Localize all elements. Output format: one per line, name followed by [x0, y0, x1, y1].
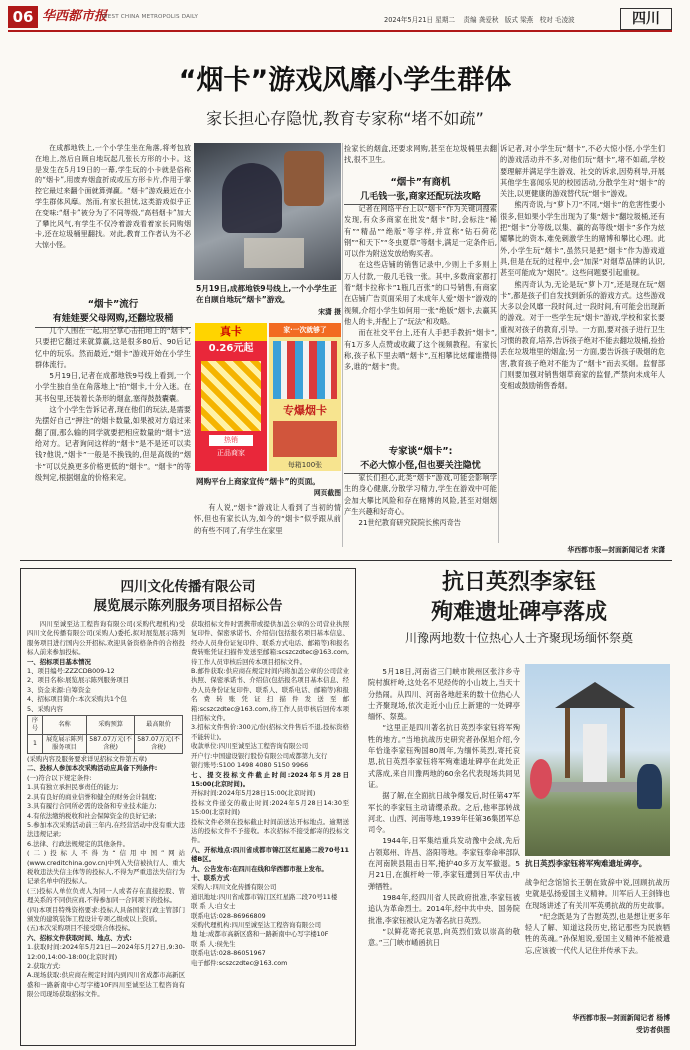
memorial-pavilion-photo [525, 664, 670, 856]
table-header: 采购预算 [87, 716, 135, 735]
section-heading: 不必大惊小怪,但也要关注隐忧 [344, 453, 497, 474]
section-kicker: “烟卡”有商机 [390, 177, 451, 188]
article-credit: 华西都市报—封面新闻记者 宋潇 [567, 546, 665, 554]
section-kicker: “烟卡”流行 [87, 299, 139, 310]
section-divider [20, 560, 672, 561]
article-body-col3-top: 捡家长的烟盒,还要求网购,甚至在垃圾桶里去翻找,很不卫生。 [344, 144, 497, 165]
section-heading: 几毛钱一张,商家还配玩法攻略 [344, 184, 497, 205]
article-body-col4: 诉记者,对小学生玩“烟卡”,不必大惊小怪,小学生们的游戏活动并不多,对他们玩“烟卡”,堵不如疏,学校要理解并满足学生游戏、社交的诉求,因势利导,开展其他学生喜闻乐见的校园活动,分散学生对“烟卡”的关注,以更健康的游戏替代玩“烟卡”游戏。 熊丙奇说,与“萝卜刀”不同,“烟卡”的危害性要小很多,但如果小学生出现为了集“烟卡”翻垃圾桶,还有把“烟卡”分等级,以集、赢的高等级“烟卡”多作为炫耀攀比的资本,难免刺激学生的赌博和攀比心理。此外,小学生玩“烟卡”,虽然只是把“烟卡”作为游戏道具,但是在玩的过程中,会“加深”对烟草品牌的认识,甚至可能成为“烟民”。这些问题要引起重视。 熊丙奇认为,无论是玩“萝卜刀”,还是现在玩“烟卡”,都是孩子们自发找到新乐的游戏方式。这些游戏大多以会风靡一段时间,过一段时间,有可能会出现新的游戏。对于一些学生玩“烟卡”游戏,学校和家长要重视对孩子的教育,引导。一方面,要对孩子进行卫生习惯的教育,培养,告诉孩子绝对不能去翻垃圾桶,捡拾丢在垃圾堆里的烟盒;另一方面,要告诉孩子吸烟的危害,教育孩子绝对不能为了“烟卡”而去买烟。监督部门则要加强对销售烟草商家的监督,严禁向未成年人变相或鼓励销售香烟。 [500, 144, 665, 391]
article2-body-col2: 战争纪念馆馆长王朝在致辞中说,回顾抗战历史就是弘扬爱国主义精神。川军后人王剑锋也在现场讲述了有关川军英勇抗战的历史故事。 “纪念既是为了告慰英烈,也是想让更多年轻人了解、知道这段历史,铭记那些为民族牺牲的英魂。”孙保旭说,爱国主义精神不能被遗忘,应该被一代代人记住并传承下去。 [525, 878, 670, 955]
article2-photo-credit: 受访者供图 [636, 1026, 670, 1034]
table-header: 序号 [28, 716, 43, 735]
article-body-col3-bottom: 家长们担心,此类“烟卡”游戏,可能会影响学生的身心健康,分散学习精力,学生在游戏中可能会加大攀比风险和存在赌博的风险,甚至对烟烟产生兴趣和好奇心。 21世纪教育研究院院长熊丙奇告 [344, 473, 497, 528]
section-heading: 有娃娃要父母网购,还翻垃圾桶 [35, 306, 191, 328]
article2-subheadline: 川豫两地数十位热心人士齐聚现场缅怀祭奠 [404, 631, 633, 645]
column-divider [342, 143, 343, 547]
article-subheadline: 家长担心存隐忧,教育专家称“堵不如疏” [206, 109, 484, 128]
article2-credit: 华西都市报—封面新闻记者 杨博 [572, 1014, 670, 1022]
page-number: 06 [8, 6, 38, 28]
article-body-col3: 记者在网络平台上以“烟卡”作为关键词搜索发现,有众多商家在批发“烟卡”时,会标注“稀有”“精品”“绝版”等字样,并宣称“钻石荷花钢”“和天下”“冬虫夏草”等烟卡,满足一定条件后,可以作为附送发放给购买者。 在这些店铺的销售记录中,少则上千多则上万人付款,一般几毛钱一张。其中,多数商家都打着“烟卡拉称卡”1瓶几百张”的口号销售,有商家在店铺广告页面采用了未成年人爱“烟卡”游戏的视频,介绍小学生如何用一张“绝版”烟卡,去赢其他人的卡,并配上了“玩法”和攻略。 而在社交平台上,还有人手把手教折“烟卡”,有1万多人点赞或收藏了这个视频教程。有家长称,孩子私下里去晒“烟卡”,互相攀比炫耀谁攒得多,谁的“烟卡”贵。 [344, 204, 497, 372]
article2-body-col1: 5月18日,河南省三门峡市陕州区张汴乡寺院村旗杆岭,这处名不见经传的小山坡上,当天十分热闹。从四川、河南各地赶来的数十位热心人士齐聚现场,依次走近小山丘上新建的一处碑亭缅怀、祭奠。 “这里正是四川著名抗日英烈李家钰将军殉牲的地方。”当地抗战历史研究者孙保旭介绍,今年恰逢李家钰殉国80周年,为缅怀英烈,寄托哀思,抗日英烈李家钰将军殉难遗址碑亭在此处正式落成,来自川豫两地的60余名代表现场共同见证。 据了解,在全面抗日战争爆发后,时任第47军军长的李家钰主动请缨杀敌。之后,他率部转战河北、山西、河南等地,1939年任第36集团军总司令。 1944年,日军集结重兵发动豫中会战,先后占领郑州、许昌、洛阳等地。李家钰奉命率部队在河南陕县阻击日军,掩护40多万友军撤退。5月21日,在旗杆岭一带,李家钰遭到日军伏击,中弹牺牲。 1984年,经四川省人民政府批准,李家钰被追认为革命烈士。2014年,经中共中央、国务院批准,李家钰被认定为著名抗日英烈。 “以鲜花寄托哀思,向英烈们致以崇高的敬意。”三门峡市崤函抗日 [368, 667, 520, 948]
table-header: 最高限价 [135, 716, 183, 735]
memorial-photo-caption: 抗日英烈李家钰将军殉难遗址碑亭。 [525, 859, 647, 868]
section-label: 四川 [620, 8, 672, 30]
screenshot-credit: 网页截图 [313, 489, 341, 497]
photo-caption: 5月19日,成都地铁9号线上,一个小学生正在自顾自地玩“烟卡”游戏。 [196, 284, 337, 304]
column-divider [498, 143, 499, 543]
table-header: 名称 [42, 716, 86, 735]
issue-date: 2024年5月21日 星期二 [384, 16, 456, 24]
article-intro: 在成都地铁上,一个小学生坐在角落,将考包放在地上,然后自顾自地玩起几张长方形的小卡。这是发生在5月19日的一幕,学生玩的小卡就是俗称的“烟卡”,用废弃烟盒折成或压方形卡片,作用于掌控它最过来翻个面就算弹赢。“烟卡”游戏最近在小学生群体风靡。然而,有家长担忧,这类游戏似乎正在变味:“烟卡”被分为了不同等级,“高档烟卡”加大了攀比风气,有学生不仅冷着游戏看着家长同购烟卡,还在垃圾桶里翻找。对此,教育工作者认为不必大惊小怪。 [35, 144, 191, 250]
screenshot-caption: 网购平台上商家宣传“烟卡”的页面。 [196, 477, 320, 486]
brand-english: WEST CHINA METROPOLIS DAILY [102, 14, 199, 20]
article-headline: “烟卡”游戏风靡小学生群体 [178, 65, 512, 96]
photo-credit: 宋潇 摄 [318, 308, 341, 316]
header-meta [384, 15, 575, 25]
article-body-col2: 有人说,“烟卡”游戏让人看到了当初的情怀,但也有家长认为,如今的“烟卡”似乎跟从前的有些不同了,有学生在家里 [194, 503, 341, 535]
tender-col2: 获取招标文件时需携带或提供加盖公章的公司营业执照复印件、保密承诺书、介绍信(包括报名项目基本信息、经办人员身份证复印件、联系方式电话、邮箱等)和报名费转账凭证扫描件发送至邮箱:scszczdtec@163.com,待工作人员审核后回传本项目招标文件。 B.邮件获取:供应商在规定时间内将加盖公章的公司营业执照、保密承诺书、介绍信(包括报名项目基本信息、经办人员身份证复印件、联系人、联系电话、邮箱等)和报名费转账凭证扫描件发送至邮箱:scszczdtec@163.com,待工作人员审核后回传本项目招标文件。 3.招标文件售价:300元/份(招标文件售后不退,投标资格不能转让)。 收款单位:四川至诚至达工程咨询有限公司 开户行:中国建设银行股份有限公司成都第九支行 银行账号:5100 1498 4080 5150 9966 七、提交投标文件截止时间:2024年5月28日15:00(北京时间)。 开标时间:2024年5月28日15:00(北京时间) 投标文件递交的截止时间:2024年5月28日14:30至15:00(北京时间) 投标文件必须在投标截止时间前送达开标地点。逾期送达的投标文件不予接收。本次招标不接受邮寄的投标文件。 八、开标地点:四川省成都市锦江区红星路二段70号11楼B区。 九、公告发布:在四川在线和华西都市报上发布。 十、联系方式 采购人:四川文化传播有限公司 通讯地址:四川省成都市锦江区红星路二段70号11楼 联 系 人:白女士 联系电话:028-86966809 采购代理机构:四川至诚至达工程咨询有限公司 地 址:成都市高新区盛和一路新南中心写字楼10F 联 系 人:侯先生 联系电话:028-86051967 电子邮件:scszczdtec@163.com [191, 620, 349, 967]
budget-table [27, 715, 183, 754]
tender-title: 展览展示陈列服务项目招标公告 [93, 598, 283, 614]
editor: 责编 龚爱秋 [463, 16, 499, 24]
designer: 版式 梁燕 [504, 16, 534, 24]
article-body-col1: 几个人围在一起,用空掌心击拍地上的“烟卡”,只要把它翻过来就算赢,这是很多80后、90后记忆中的玩乐。然而最近,“烟卡”游戏开始在小学生群体流行。 5月19日,记者在成都地铁9号线上看到,一个小学生独自坐在角落地上“拍”烟卡,十分入迷。在其书包里,还装着长条形的烟盒,塞得鼓鼓囊囊。 这个小学生告诉记者,现在他们的玩法,是需要先摆好自己“押注”的烟卡数量,如果被对方扇过来翻了面,那么输的同学就要把相应数量的“烟卡”送给对方。记者询问这样的“烟卡”是不是还可以卖钱?他说,“烟卡”一般是不换钱的,但是高级的“烟卡”可以兑换更多价格更低的“烟卡”。“烟卡”的等级判定,根据烟盒的价格来定。 [35, 326, 191, 482]
tender-col1: 四川至诚至达工程咨询有限公司(采购代理机构)受四川文化传播有限公司(采购人)委托,拟对展览展示陈列服务项目进行国内公开招标,欢迎具备资格条件的合格投标人前来参加投标。 一、招标项目基本情况 1、项目编号:ZZZCDB009-12 2、项目名称:展览展示陈列服务项目 3、资金来源:自筹资金 4、招标项目简介:本次采购共1个包 5、采购内容 序号 名称 采购预算 最高限价 1 展览展示陈列服务项目 587.07万元(不含税) 587.07万元(不含税) (采购内容及服务要求详见招标文件第五章) 二、投标人参加本次采购活动应具备下列条件: (一)符合以下规定条件: 1.具有独立承担民事责任的能力; 2.具有良好的商业信誉和健全的财务会计制度; 3.具有履行合同所必需的设备和专业技术能力; 4.有依法缴纳税收和社会保障资金的良好记录; 5.参加本次采购活动前三年内,在经营活动中没有重大违法违规记录; 6.法律、行政法规规定的其他条件。 (二)投标人不得为“信用中国”网站(www.creditchina.gov.cn)中列入失信被执行人、重大税收违法失信主体等的投标人,不得为严重违法失信行为记录名单中的投标人。 (三)投标人单位负责人为同一人或者存在直接控股、管理关系的不同供应商,不得参加同一合同项下的投标。 (四)本项目特殊资格要求:投标人具备国家行政主管部门颁发的建筑装饰工程设计专项乙级或以上资质。 (五)本次采购项目不接受联合体投标。 六、招标文件获取时间、地点、方式: 1.获取时间:2024年5月21日—2024年5月27日,9:30-12:00,14:00-18:00(北京时间) 2.获取方式: A.现场获取:供应商在规定时间内到四川省成都市高新区盛和一路新南中心写字楼10F四川至诚至达工程咨询有限公司现场获取招标文件。 [27, 620, 185, 999]
article2-headline-line2: 殉难遗址碑亭落成 [430, 600, 607, 625]
section-kicker: 专家谈“烟卡”: [388, 446, 453, 457]
header-rule [8, 30, 672, 32]
brand-logo: 华西都市报 [42, 9, 108, 24]
tender-org: 四川文化传播有限公司 [120, 579, 256, 595]
ecommerce-screenshot-2: 家·一次就够了 专爆烟卡 每箱100张 [269, 323, 341, 471]
article2-headline-line1: 抗日英烈李家钰 [441, 570, 596, 595]
subway-photo [194, 143, 341, 280]
table-row: 1 展览展示陈列服务项目 587.07万元(不含税) 587.07万元(不含税) [28, 735, 183, 754]
ecommerce-screenshot-1: 真卡 0.26元起 热销 正品商家 [195, 323, 267, 471]
proofreader: 校对 毛凌波 [539, 16, 575, 24]
